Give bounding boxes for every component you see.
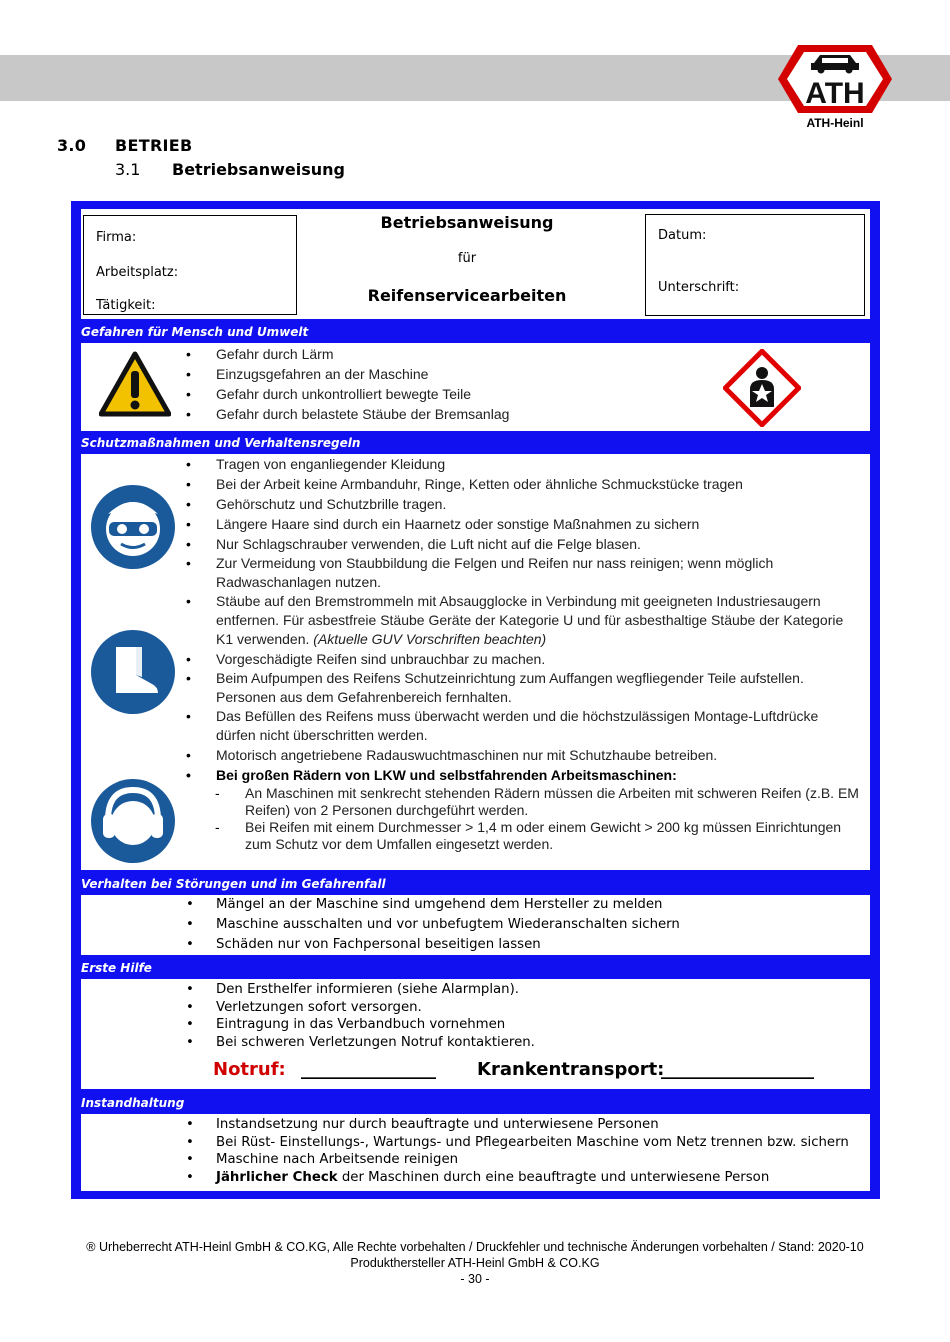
ear-protection-icon: [90, 778, 176, 864]
unterschrift-label: Unterschrift:: [658, 280, 740, 295]
header-panel: [81, 209, 870, 319]
list-item: • Instandsetzung nur durch beauftragte und unterwiesene Personen: [181, 1116, 866, 1134]
list-item: • Verletzungen sofort versorgen.: [181, 999, 861, 1017]
list-item-text: der Maschinen durch eine beauftragte und unterwiesene Person: [337, 1169, 770, 1185]
list-item: • Mängel an der Maschine sind umgehend dem Hersteller zu melden: [181, 895, 861, 915]
section-band-gefahren: Gefahren für Mensch und Umwelt: [81, 325, 309, 339]
list-item: • Bei schweren Verletzungen Notruf kontaktieren.: [181, 1034, 861, 1052]
list-item: • Gefahr durch Lärm: [181, 344, 701, 364]
erste-hilfe-panel: [81, 979, 870, 1089]
list-item-bold: Jährlicher Check: [216, 1169, 338, 1185]
schutz-panel: [81, 454, 870, 870]
subsection-heading: [115, 160, 345, 179]
section-heading: [57, 136, 193, 155]
operating-instructions-frame: [71, 201, 880, 1199]
section-band-erste-hilfe: Erste Hilfe: [81, 961, 152, 975]
warning-triangle-icon: [99, 351, 171, 417]
logo-caption: ATH-Heinl: [806, 116, 864, 130]
safety-boots-icon: [90, 629, 176, 715]
notruf-label: Notruf:: [213, 1059, 286, 1080]
list-item: [181, 1169, 866, 1187]
krankentransport-label: Krankentransport:: [477, 1059, 665, 1080]
list-item: • Motorisch angetriebene Radauswuchtmaschinen nur mit Schutzhaube betreiben.: [181, 745, 861, 765]
health-hazard-icon: [723, 349, 801, 427]
list-item-note: (Aktuelle GUV Vorschriften beachten): [313, 631, 547, 647]
list-item: • Bei der Arbeit keine Armbanduhr, Ringe, Ketten oder ähnliche Schmuckstücke tragen: [181, 474, 861, 494]
footer-manufacturer: Produkthersteller ATH-Heinl GmbH & CO.KG: [350, 1256, 600, 1270]
list-item: • Das Befüllen des Reifens muss überwacht werden und die höchstzulässigen Montage-Luftdrücke dürfen nicht überschritten werden.: [181, 707, 861, 745]
list-item: • Bei Rüst- Einstellungs-, Wartungs- und Pflegearbeiten Maschine vom Netz trennen bzw. sichern: [181, 1134, 866, 1152]
instandhaltung-panel: [81, 1114, 870, 1191]
datum-label: Datum:: [658, 228, 707, 243]
document-subject: Reifenservicearbeiten: [367, 286, 567, 305]
krankentransport-blank: _________________: [661, 1059, 814, 1080]
company-info-box: [83, 215, 297, 315]
section-band-schutz: Schutzmaßnahmen und Verhaltensregeln: [81, 436, 361, 450]
list-item: • Zur Vermeidung von Staubbildung die Felgen und Reifen nur nass reinigen; wenn möglich Radwaschanlagen nutzen.: [181, 554, 861, 592]
gefahren-panel: [81, 343, 870, 431]
logo-brand-text: ATH: [805, 77, 865, 110]
list-item-text: Stäube auf den Bremstrommeln mit Absaugglocke in Verbindung mit geeigneten Industriesaugern entfernen. Für asbestfreie Stäube Geräte der Kategorie U und für asbesthaltige Stäube der Kategorie K1 verwenden.: [216, 593, 844, 647]
list-item: • Eintragung in das Verbandbuch vornehmen: [181, 1016, 861, 1034]
instandhaltung-list: [181, 1116, 866, 1186]
date-signature-box: [645, 214, 865, 316]
list-item: • Beim Aufpumpen des Reifens Schutzeinrichtung zum Auffangen wegfliegender Teile aufstellen. Personen aus dem Gefahrenbereich fernhalten.: [181, 669, 861, 707]
sub-list-item: - An Maschinen mit senkrecht stehenden Rädern müssen die Arbeiten mit schweren Reifen (z.B. EM Reifen) von 2 Personen durchgeführt werden.: [181, 785, 861, 819]
list-item: • Tragen von enganliegender Kleidung: [181, 454, 861, 474]
stoerung-panel: [81, 895, 870, 955]
page-number: - 30 -: [460, 1272, 490, 1286]
erste-hilfe-list: [181, 981, 861, 1051]
list-item: • Maschine ausschalten und vor unbefugtem Wiederanschalten sichern: [181, 915, 861, 935]
eye-protection-icon: [90, 484, 176, 570]
section-title: BETRIEB: [115, 136, 193, 155]
section-number: 3.0: [57, 136, 87, 155]
sub-list-item: - Bei Reifen mit einem Durchmesser > 1,4 m oder einem Gewicht > 200 kg müssen Einrichtungen zum Schutz vor dem Umfallen eingesetzt werden.: [181, 819, 861, 853]
list-item: • Gefahr durch belastete Stäube der Bremsanlag: [181, 404, 701, 424]
arbeitsplatz-label: Arbeitsplatz:: [96, 265, 179, 280]
list-item: • Schäden nur von Fachpersonal beseitigen lassen: [181, 935, 861, 955]
list-item: • Gefahr durch unkontrolliert bewegte Teile: [181, 384, 701, 404]
notruf-blank: _______________: [301, 1059, 436, 1080]
subsection-title: Betriebsanweisung: [172, 160, 345, 179]
section-band-stoerung: Verhalten bei Störungen und im Gefahrenfall: [81, 877, 386, 891]
list-item: • Vorgeschädigte Reifen sind unbrauchbar zu machen.: [181, 649, 861, 669]
list-item: [181, 592, 861, 649]
list-item: • Gehörschutz und Schutzbrille tragen.: [181, 494, 861, 514]
document-title: Betriebsanweisung: [380, 213, 554, 232]
list-item: • Den Ersthelfer informieren (siehe Alarmplan).: [181, 981, 861, 999]
schutz-list: [181, 454, 861, 853]
list-item: • Bei großen Rädern von LKW und selbstfahrenden Arbeitsmaschinen:: [181, 765, 861, 785]
footer-copyright: ® Urheberrecht ATH-Heinl GmbH & CO.KG, Alle Rechte vorbehalten / Druckfehler und technische Änderungen vorbehalten / Stand: 2020-10: [86, 1240, 864, 1254]
section-band-instandhaltung: Instandhaltung: [81, 1096, 185, 1110]
firma-label: Firma:: [96, 230, 137, 245]
list-item: • Längere Haare sind durch ein Haarnetz oder sonstige Maßnahmen zu sichern: [181, 514, 861, 534]
document-fuer: für: [457, 251, 477, 266]
subsection-number: 3.1: [115, 160, 141, 179]
list-item: • Nur Schlagschrauber verwenden, die Luft nicht auf die Felge blasen.: [181, 534, 861, 554]
taetigkeit-label: Tätigkeit:: [96, 298, 156, 313]
gefahren-list: [181, 344, 701, 424]
list-item: • Maschine nach Arbeitsende reinigen: [181, 1151, 866, 1169]
stoerung-list: [181, 895, 861, 955]
list-item: • Einzugsgefahren an der Maschine: [181, 364, 701, 384]
